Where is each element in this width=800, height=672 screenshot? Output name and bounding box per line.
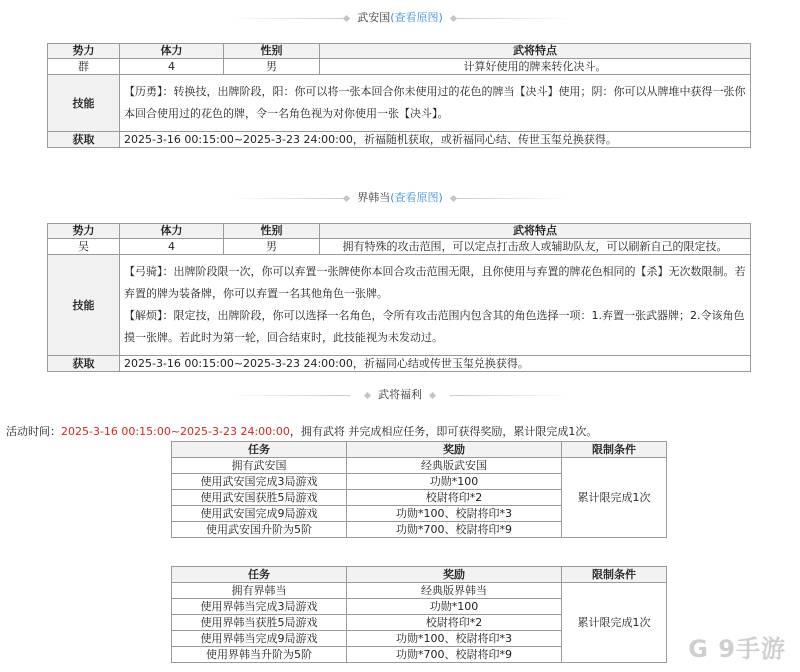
watermark-logo: G 9手游 — [688, 635, 786, 663]
hero2-skill-gongqi: 【弓骑】：出牌阶段限一次，你可以弃置一张牌使你本回合攻击范围无限，且你使用与弃置的牌花色相同的【杀】无次数限制。若弃置的牌为装备牌，你可以弃置一名其他角色一张牌。 — [124, 265, 746, 300]
hero2-value-row — [48, 239, 751, 255]
table-row: 使用界韩当完成3局游戏 功勋*100 — [172, 599, 667, 615]
reward-header-row: 任务 奖励 限制条件 — [172, 567, 667, 583]
obtain-label: 获取 — [48, 356, 120, 372]
table-row: 使用界韩当升阶为5阶 功勋*700、校尉将印*9 — [172, 647, 667, 663]
skill-label: 技能 — [48, 255, 120, 356]
hero1-obtain-row — [48, 132, 751, 148]
table-row: 使用界韩当获胜5局游戏 校尉将印*2 — [172, 615, 667, 631]
reward-table-wuanguo — [171, 441, 667, 538]
trait: 计算好使用的牌来转化决斗。 — [320, 59, 751, 75]
reward-header-row: 任务 奖励 限制条件 — [172, 442, 667, 458]
hero2-table — [47, 223, 751, 372]
table-row: 使用武安国完成9局游戏 功勋*100、校尉将印*3 — [172, 506, 667, 522]
limit-cell: 累计限完成1次 — [562, 458, 667, 538]
hp: 4 — [120, 59, 224, 75]
table-row: 拥有界韩当 经典版界韩当 累计限完成1次 — [172, 583, 667, 599]
obtain-label: 获取 — [48, 132, 120, 148]
gender: 男 — [224, 239, 320, 255]
hero1-value-row — [48, 59, 751, 75]
hero2-obtain-row — [48, 356, 751, 372]
hero1-title — [0, 9, 800, 27]
hero2-name: 界韩当 — [357, 191, 391, 204]
hero1-name: 武安国 — [357, 11, 391, 24]
diamond-icon — [343, 14, 350, 21]
skill-label: 技能 — [48, 75, 120, 132]
trait: 拥有特殊的攻击范围，可以定点打击敌人或辅助队友，可以刷新自己的限定技。 — [320, 239, 751, 255]
table-row: 使用武安国获胜5局游戏 校尉将印*2 — [172, 490, 667, 506]
table-row: 拥有武安国 经典版武安国 累计限完成1次 — [172, 458, 667, 474]
faction: 吴 — [48, 239, 120, 255]
hero1-obtain-text: 2025-3-16 00:15:00~2025-3-23 24:00:00，祈福随机获取，或祈福同心结、传世玉玺兑换获得。 — [120, 132, 751, 148]
hero2-title — [0, 189, 800, 207]
hero1-skill-text: 【历勇】：转换技，出牌阶段，阳：你可以将一张本回合你未使用过的花色的牌当【决斗】使用；阴：你可以从牌堆中获得一张你本回合使用过的花色的牌，令一名角色视为对你使用一张【决斗】。 — [120, 75, 751, 132]
hero2-skill-jiefan: 【解烦】：限定技，出牌阶段，你可以选择一名角色，令所有攻击范围内包含其的角色选择一项：1.弃置一张武器牌；2.令该角色摸一张牌。若此时为第一轮，回合结束时，此技能视为未发动过。 — [124, 309, 745, 344]
diamond-icon — [364, 391, 371, 398]
table-row: 使用武安国完成3局游戏 功勋*100 — [172, 474, 667, 490]
gender: 男 — [224, 59, 320, 75]
diamond-icon — [429, 391, 436, 398]
table-row: 使用武安国升阶为5阶 功勋*700、校尉将印*9 — [172, 522, 667, 538]
hp: 4 — [120, 239, 224, 255]
welfare-title: 武将福利 — [0, 386, 800, 404]
hero2-obtain-text: 2025-3-16 00:15:00~2025-3-23 24:00:00，祈福同心结或传世玉玺兑换获得。 — [120, 356, 751, 372]
hero1-header-row: 势力 体力 性别 武将特点 — [48, 44, 751, 59]
hero1-table — [47, 43, 751, 148]
hero2-header-row: 势力 体力 性别 武将特点 — [48, 224, 751, 239]
hero1-view-image-link[interactable]: (查看原图) — [390, 11, 443, 24]
limit-cell: 累计限完成1次 — [562, 583, 667, 663]
reward-table-jiehandang — [171, 566, 667, 663]
faction: 群 — [48, 59, 120, 75]
activity-time: 活动时间：2025-3-16 00:15:00~2025-3-23 24:00:00，拥有武将 并完成相应任务，即可获得奖励，累计限完成1次。 — [6, 425, 598, 438]
activity-time-range: 2025-3-16 00:15:00~2025-3-23 24:00:00 — [61, 425, 290, 438]
table-row: 使用界韩当完成9局游戏 功勋*100、校尉将印*3 — [172, 631, 667, 647]
hero1-skill-row — [48, 75, 751, 132]
diamond-icon — [343, 194, 350, 201]
hero2-skill-row — [48, 255, 751, 356]
hero2-view-image-link[interactable]: (查看原图) — [390, 191, 443, 204]
